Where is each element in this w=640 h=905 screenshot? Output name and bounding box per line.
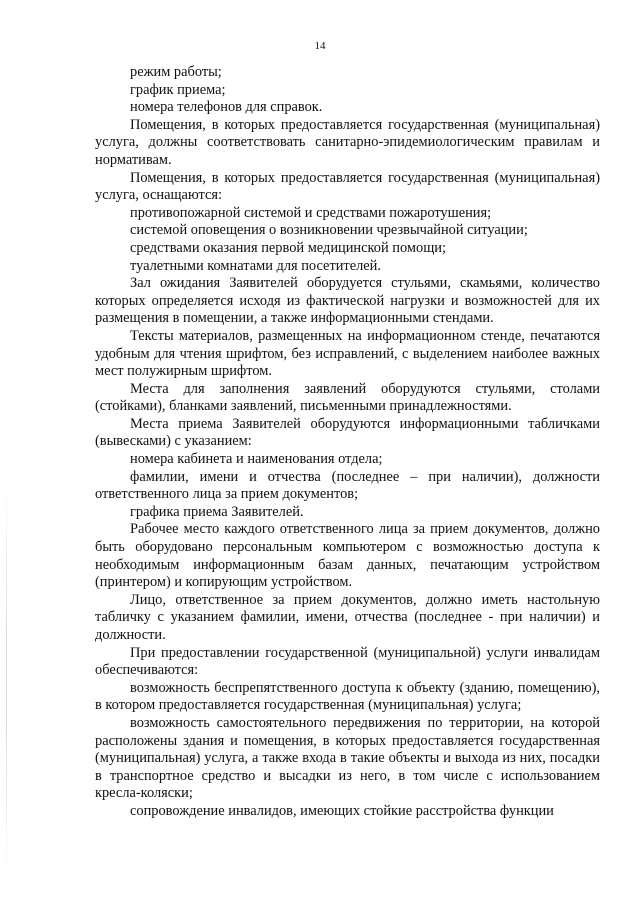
paragraph: номера телефонов для справок. (130, 99, 323, 116)
paragraph: системой оповещения о возникновении чрезвычайной ситуации; (130, 222, 528, 239)
paragraph: фамилии, имени и отчества (последнее – при наличии), должности ответственного лица за прием документов; (95, 468, 600, 503)
paragraph: Зал ожидания Заявителей оборудуется стульями, скамьями, количество которых определяется исходя из фактической нагрузки и возможностей для их размещения в помещении, а также информационными стендами. (95, 275, 600, 327)
paragraph: При предоставлении государственной (муниципальной) услуги инвалидам обеспечиваются: (95, 644, 600, 679)
document-body (95, 64, 600, 821)
paragraph: Лицо, ответственное за прием документов, должно иметь настольную табличку с указанием фамилии, имени, отчества (последнее - при наличии) и должности. (95, 591, 600, 643)
paragraph: режим работы; (130, 64, 222, 80)
paragraph: возможность самостоятельного передвижения по территории, на которой расположены здания и помещения, в которых предоставляется государственная (муниципальная) услуга, а также входа в такие объекты и выхода из них, посадки в транспортное средство и высадки из него, в том числе с использованием кресла-коляски; (95, 714, 600, 802)
paragraph: график приема; (130, 81, 226, 98)
scan-edge-mark (6, 480, 7, 880)
page-number: 14 (314, 40, 326, 52)
paragraph: сопровождение инвалидов, имеющих стойкие расстройства функции (130, 802, 554, 819)
paragraph: средствами оказания первой медицинской помощи; (130, 239, 446, 256)
paragraph: Места для заполнения заявлений оборудуются стульями, столами (стойками), бланками заявлений, письменными принадлежностями. (95, 380, 600, 415)
paragraph: Помещения, в которых предоставляется государственная (муниципальная) услуга, оснащаются: (95, 169, 600, 204)
paragraph: номера кабинета и наименования отдела; (130, 451, 383, 468)
paragraph: туалетными комнатами для посетителей. (130, 257, 381, 274)
paragraph: возможность беспрепятственного доступа к объекту (зданию, помещению), в котором предоставляется государственная (муниципальная) услуга; (95, 679, 600, 714)
paragraph: противопожарной системой и средствами пожаротушения; (130, 204, 492, 221)
paragraph: Рабочее место каждого ответственного лица за прием документов, должно быть оборудовано персональным компьютером с возможностью доступа к необходимым информационным базам данных, печатающим устройством (принтером) и копирующим устройством. (95, 521, 600, 591)
paragraph: графика приема Заявителей. (130, 503, 304, 520)
paragraph: Тексты материалов, размещенных на информационном стенде, печатаются удобным для чтения шрифтом, без исправлений, с выделением наиболее важных мест полужирным шрифтом. (95, 327, 600, 380)
paragraph: Помещения, в которых предоставляется государственная (муниципальная) услуга, должны соответствовать санитарно-эпидемиологическим правилам и нормативам. (95, 116, 600, 168)
paragraph: Места приема Заявителей оборудуются информационными табличками (вывесками) с указанием: (95, 415, 600, 450)
